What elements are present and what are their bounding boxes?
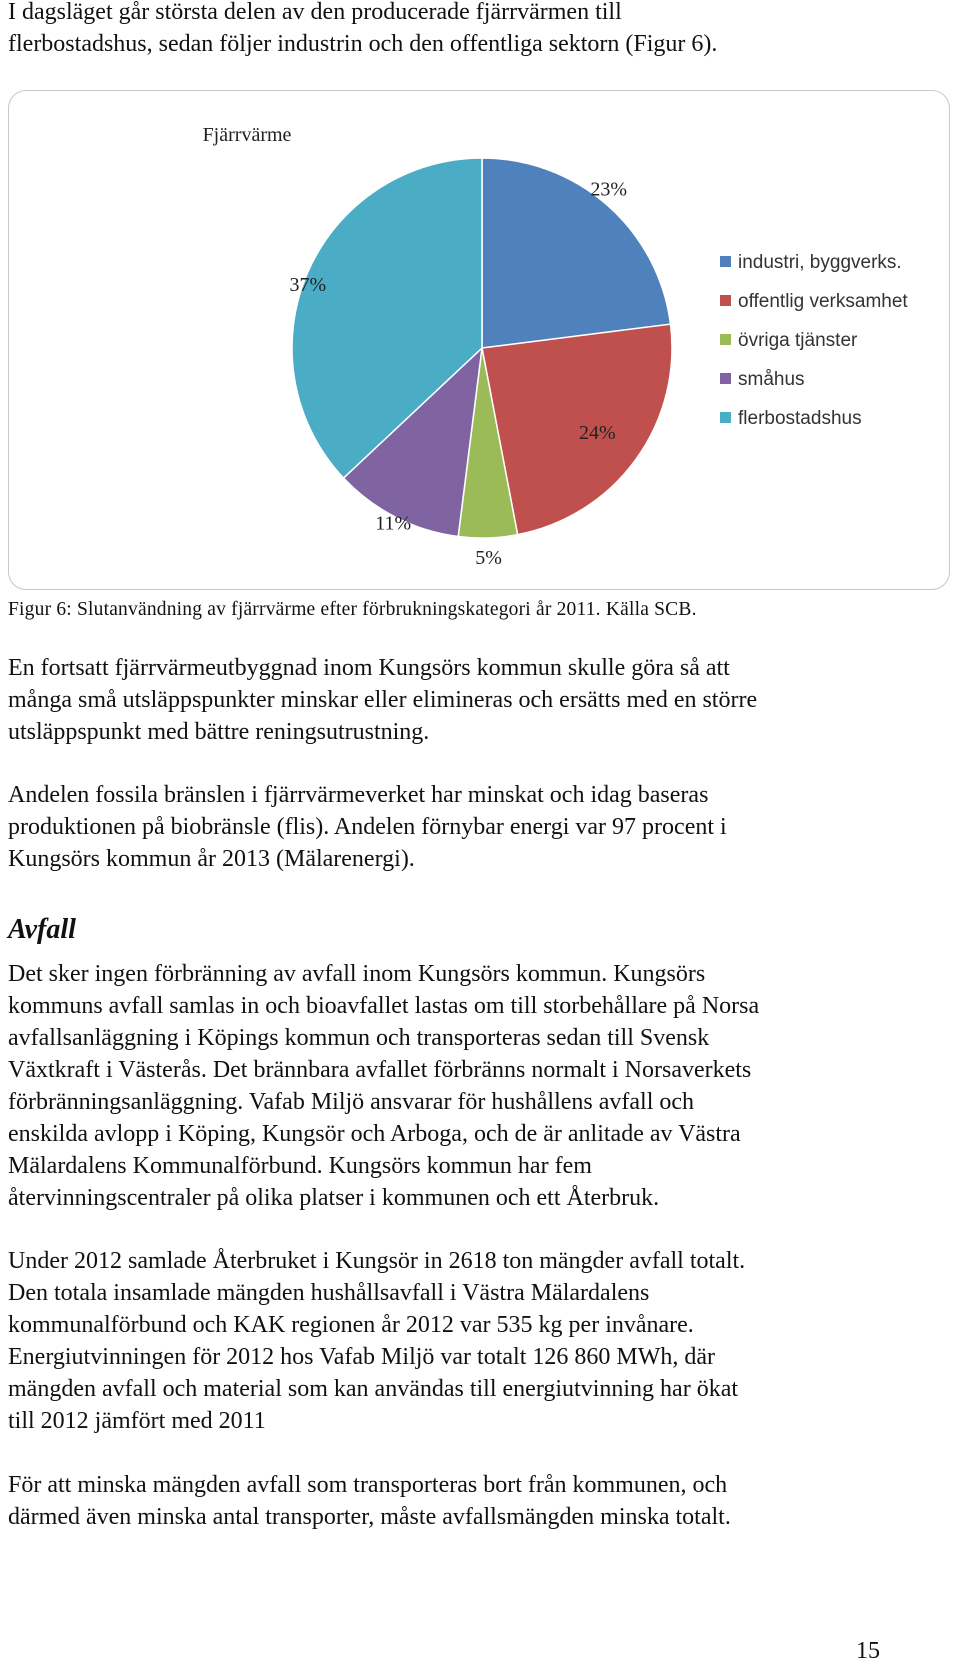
legend-label-4: småhus — [738, 369, 805, 390]
paragraph-minska: För att minska mängden avfall som transporteras bort från kommunen, och därmed även minska antal transporter, måste avfallsmängden minska totalt. — [8, 1472, 731, 1530]
data-label-1: 23% — [590, 178, 628, 201]
pie-slices — [292, 158, 672, 538]
paragraph-avfall-intro: Det sker ingen förbränning av avfall inom Kungsörs kommun. Kungsörs kommuns avfall samlas in och bioavfallet lastas om till storbehållare på Norsa avfallsanläggning i Köpings kommun och transporteras sedan till Svensk Växtkraft i Västerås. Det brännbara avfallet förbränns normalt i Norsaverkets förbränningsanläggning. Vafab Miljö ansvarar för hushållens avfall och enskilda avlopp i Köping, Kungsör och Arboga, och de är anlitade av Västra Mälardalens Kommunalförbund. Kungsörs kommun har fem återvinningscentraler på olika platser i kommunen och ett Återbruk. — [8, 961, 760, 1211]
paragraph-utbyggnad: En fortsatt fjärrvärmeutbyggnad inom Kungsörs kommun skulle göra så att många små utsläppspunkter minskar eller elimineras och ersätts med en större utsläppspunkt med bättre reningsutrustning. — [8, 655, 758, 745]
figure-caption: Figur 6: Slutanvändning av fjärrvärme efter förbrukningskategori år 2011. Källa SCB. — [8, 599, 697, 620]
legend-swatch-5 — [720, 412, 731, 423]
data-label-4: 11% — [375, 512, 412, 535]
legend-label-1: industri, byggverks. — [738, 252, 902, 273]
section-heading-avfall: Avfall — [8, 914, 76, 945]
intro-paragraph: I dagsläget går största delen av den producerade fjärrvärmen till flerbostadshus, sedan följer industrin och den offentliga sektorn (Figur 6). — [8, 0, 718, 57]
legend-label-2: offentlig verksamhet — [738, 291, 908, 312]
pie-chart — [0, 0, 960, 600]
page-number: 15 — [856, 1638, 880, 1664]
legend-swatch-4 — [720, 373, 731, 384]
legend-swatch-2 — [720, 295, 731, 306]
pie-slice-1 — [482, 158, 671, 348]
legend-swatch-3 — [720, 334, 731, 345]
chart-title: Fjärrvärme — [202, 124, 292, 146]
legend-label-5: flerbostadshus — [738, 408, 862, 429]
chart-legend — [720, 252, 908, 429]
paragraph-fossila: Andelen fossila bränslen i fjärrvärmeverket har minskat och idag baseras produktionen på biobränsle (flis). Andelen förnybar energi var 97 procent i Kungsörs kommun år 2013 (Mälarenergi). — [8, 782, 727, 872]
legend-label-3: övriga tjänster — [738, 330, 858, 351]
data-label-5: 37% — [289, 273, 327, 296]
data-label-3: 5% — [475, 546, 502, 569]
legend-swatch-1 — [720, 256, 731, 267]
paragraph-aterbruk: Under 2012 samlade Återbruket i Kungsör in 2618 ton mängder avfall totalt. Den totala insamlade mängden hushållsavfall i Västra Mälardalens kommunalförbund och KAK regionen år 2012 var 535 kg per invånare. Energiutvinningen för 2012 hos Vafab Miljö var totalt 126 860 MWh, där mängden avfall och material som kan användas till energiutvinning har ökat till 2012 jämfört med 2011 — [8, 1248, 746, 1434]
data-label-2: 24% — [578, 421, 616, 444]
